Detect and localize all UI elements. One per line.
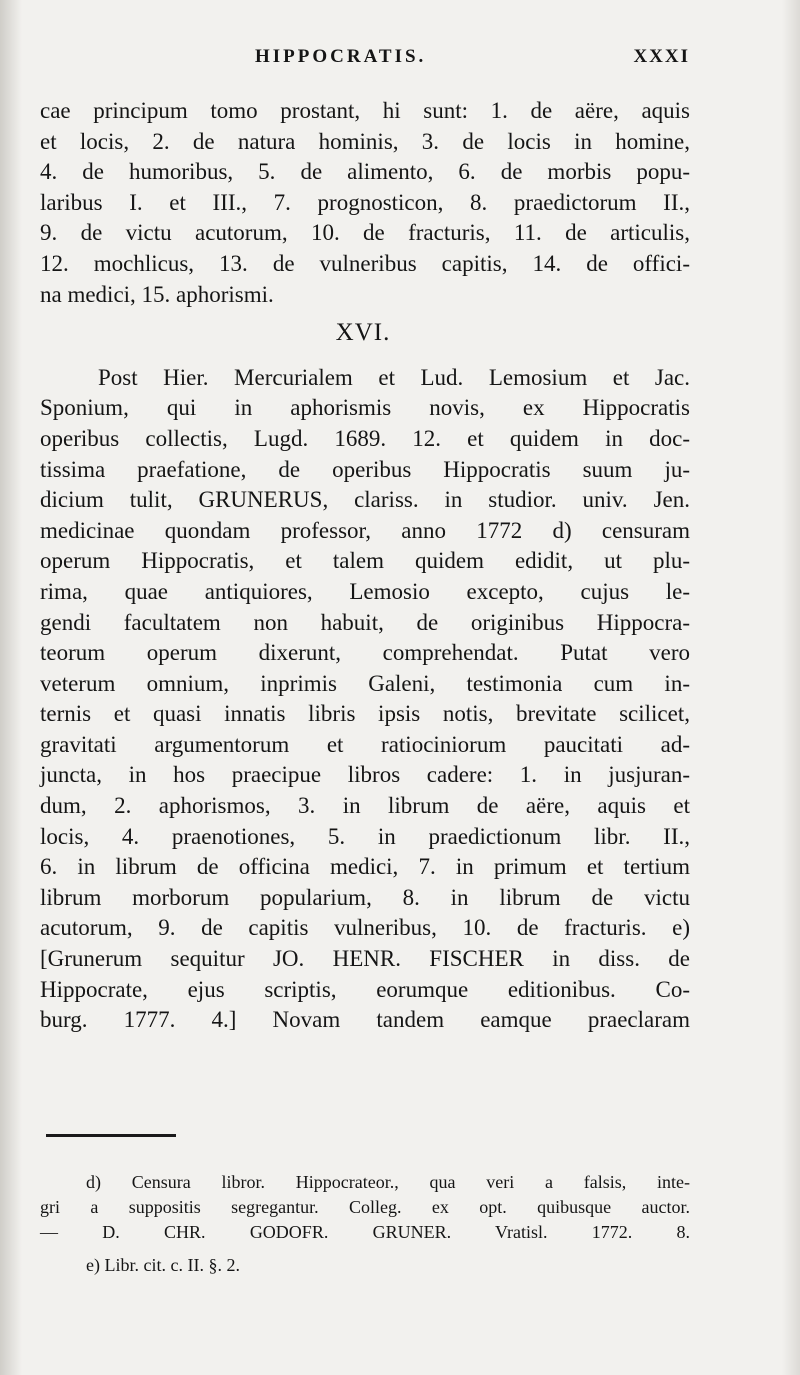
text-line: medicinae quondam professor, anno 1772 d) censuram (40, 517, 690, 543)
footnote-line: — D. CHR. GODOFR. GRUNER. Vratisl. 1772. 8. (40, 1222, 690, 1242)
text-line: gendi facultatem non habuit, de originibus Hippocra- (40, 609, 690, 635)
footnote-line: gri a suppositis segregantur. Colleg. ex opt. quibusque auctor. (40, 1197, 690, 1217)
text-line: veterum omnium, inprimis Galeni, testimonia cum in- (40, 670, 690, 696)
page-header (40, 46, 690, 76)
text-line: ternis et quasi innatis libris ipsis notis, brevitate scilicet, (40, 701, 690, 727)
text-line: 4. de humoribus, 5. de alimento, 6. de morbis popu- (40, 159, 690, 185)
text-line: 9. de victu acutorum, 10. de fracturis, 11. de articulis, (40, 220, 690, 246)
text-line: Hippocrate, ejus scriptis, eorumque editionibus. Co- (40, 976, 690, 1002)
running-head: HIPPOCRATIS. (255, 46, 427, 67)
text-line: dum, 2. aphorismos, 3. in librum de aëre, aquis et (40, 793, 690, 819)
text-line: locis, 4. praenotiones, 5. in praedictionum libr. II., (40, 823, 690, 849)
section-paragraph (40, 363, 690, 1036)
text-line: teorum operum dixerunt, comprehendat. Putat vero (40, 640, 690, 666)
gutter-shadow (0, 0, 22, 1375)
text-line: operibus collectis, Lugd. 1689. 12. et quidem in doc- (40, 425, 690, 451)
page-number: XXXI (633, 46, 690, 67)
footnote-rule (46, 1134, 176, 1137)
text-line: acutorum, 9. de capitis vulneribus, 10. de fracturis. e) (40, 915, 690, 941)
text-line: 12. mochlicus, 13. de vulneribus capitis, 14. de offici- (40, 250, 690, 276)
footnotes (40, 1170, 690, 1278)
text-line: na medici, 15. aphorismi. (40, 281, 274, 307)
text-line: librum morborum popularium, 8. in librum de victu (40, 884, 690, 910)
page-edge-shadow (782, 0, 800, 1375)
text-line: cae principum tomo prostant, hi sunt: 1. de aëre, aquis (40, 98, 690, 123)
footnote-line: e) Libr. cit. c. II. §. 2. (86, 1255, 240, 1275)
text-line: gravitati argumentorum et ratiociniorum paucitati ad- (40, 731, 690, 757)
text-line: tissima praefatione, de operibus Hippocratis suum ju- (40, 456, 690, 482)
text-line: juncta, in hos praecipue libros cadere: 1. in jusjuran- (40, 762, 690, 788)
text-line: Sponium, qui in aphorismis novis, ex Hippocratis (40, 395, 690, 421)
text-line: dicium tulit, GRUNERUS, clariss. in studior. univ. Jen. (40, 487, 690, 513)
text-line: Post Hier. Mercurialem et Lud. Lemosium et Jac. (98, 364, 690, 390)
text-line: rima, quae antiquiores, Lemosio excepto, cujus le- (40, 578, 690, 604)
text-line: operum Hippocratis, et talem quidem edidit, ut plu- (40, 548, 690, 574)
intro-paragraph (40, 96, 690, 310)
footnote-line: d) Censura libror. Hippocrateor., qua veri a falsis, inte- (86, 1172, 690, 1192)
main-text (40, 96, 690, 1036)
text-line: 6. in librum de officina medici, 7. in primum et tertium (40, 854, 690, 880)
text-line: et locis, 2. de natura hominis, 3. de locis in homine, (40, 128, 690, 154)
section-heading: XVI. (335, 319, 391, 347)
footnote-gap (40, 1245, 690, 1253)
text-line: burg. 1777. 4.] Novam tandem eamque praeclaram (40, 1007, 690, 1033)
text-line: laribus I. et III., 7. prognosticon, 8. praedictorum II., (40, 189, 690, 215)
text-line: [Grunerum sequitur JO. HENR. FISCHER in diss. de (40, 946, 690, 972)
footnote-e (40, 1253, 690, 1278)
footnote-d (40, 1170, 690, 1245)
